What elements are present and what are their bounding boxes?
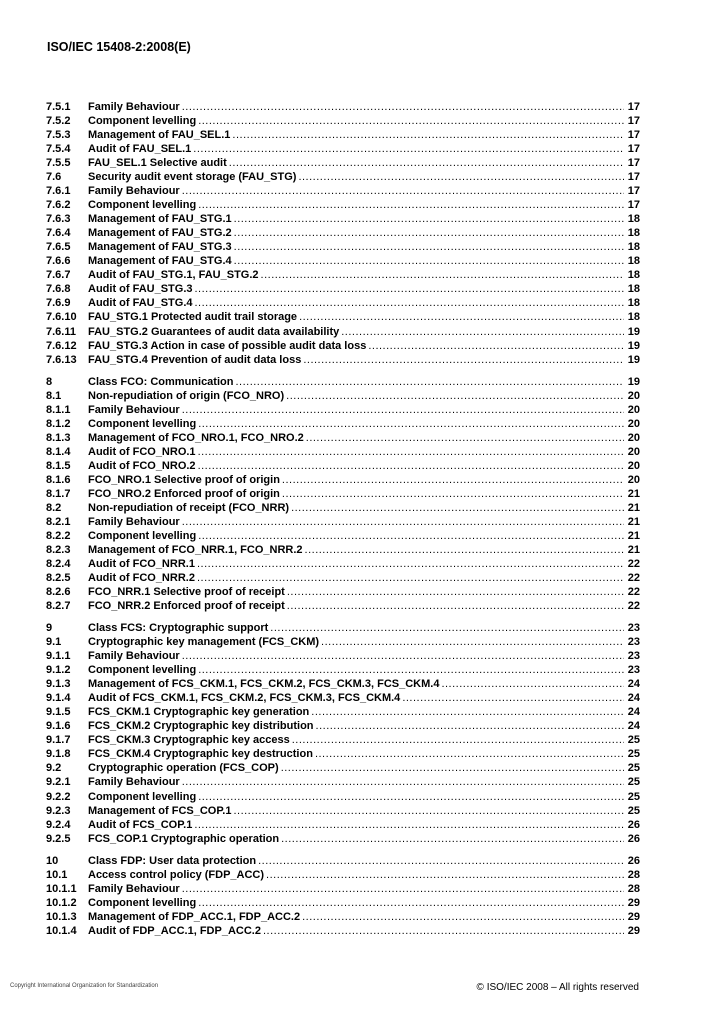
toc-entry-title: Management of FAU_STG.3 bbox=[88, 241, 232, 254]
toc-entry-number: 9.1.1 bbox=[46, 650, 71, 663]
toc-entry-number: 7.6.2 bbox=[46, 199, 71, 212]
toc-entry-page-number: 26 bbox=[627, 818, 640, 831]
toc-entry-title: Component levelling bbox=[88, 115, 197, 128]
toc-entry[interactable] bbox=[46, 585, 640, 599]
toc-entry-page-number: 22 bbox=[627, 558, 640, 570]
toc-entry[interactable] bbox=[46, 571, 640, 585]
toc-entry-page-number: 23 bbox=[627, 650, 640, 663]
toc-entry[interactable] bbox=[46, 818, 640, 832]
dot-leader bbox=[232, 128, 624, 142]
toc-entry-page-number: 17 bbox=[627, 143, 640, 156]
dot-leader bbox=[298, 170, 624, 184]
toc-entry-page-number: 25 bbox=[627, 790, 640, 803]
toc-entry-title: Management of FAU_STG.2 bbox=[88, 227, 232, 240]
toc-entry[interactable] bbox=[46, 339, 640, 353]
toc-entry-number: 7.6.3 bbox=[46, 213, 71, 226]
toc-entry-page-number: 20 bbox=[627, 445, 640, 458]
dot-leader bbox=[270, 621, 624, 635]
toc-entry-page-number: 24 bbox=[627, 692, 640, 705]
toc-entry-page-number: 21 bbox=[627, 487, 640, 500]
toc-entry-page-number: 20 bbox=[627, 431, 640, 444]
toc-entry-title: Cryptographic operation (FCS_COP) bbox=[88, 762, 279, 775]
toc-entry-number: 9.1.5 bbox=[46, 706, 71, 719]
toc-entry-title: Family Behaviour bbox=[88, 650, 180, 663]
toc-entry-number: 10.1.2 bbox=[46, 896, 77, 909]
toc-entry-title: Management of FDP_ACC.1, FDP_ACC.2 bbox=[88, 910, 301, 923]
toc-entry[interactable] bbox=[46, 649, 640, 663]
toc-entry-page-number: 19 bbox=[627, 339, 640, 352]
toc-entry-page-number: 24 bbox=[627, 706, 640, 719]
document-header: ISO/IEC 15408-2:2008(E) bbox=[47, 40, 191, 54]
dot-leader bbox=[299, 310, 624, 324]
dot-leader bbox=[292, 733, 624, 747]
toc-entry-title: Component levelling bbox=[88, 896, 197, 909]
toc-entry-number: 7.5.4 bbox=[46, 143, 71, 156]
toc-entry[interactable] bbox=[46, 268, 640, 282]
toc-entry-page-number: 21 bbox=[627, 515, 640, 528]
toc-entry[interactable] bbox=[46, 501, 640, 515]
toc-entry-number: 7.6.1 bbox=[46, 185, 71, 198]
toc-entry-number: 9.2 bbox=[46, 762, 62, 775]
toc-entry-number: 8.1.6 bbox=[46, 473, 71, 486]
toc-entry-number: 8.2 bbox=[46, 501, 62, 514]
toc-entry-title: Family Behaviour bbox=[88, 882, 180, 895]
dot-leader bbox=[316, 719, 624, 733]
toc-entry-title: Component levelling bbox=[88, 417, 197, 430]
dot-leader bbox=[311, 705, 624, 719]
toc-entry-number: 9.2.5 bbox=[46, 832, 71, 845]
toc-entry-page-number: 18 bbox=[627, 241, 640, 254]
toc-entry[interactable] bbox=[46, 924, 640, 938]
dot-leader bbox=[234, 212, 624, 226]
toc-entry-number: 8.2.5 bbox=[46, 572, 71, 585]
toc-entry-title: FAU_STG.3 Action in case of possible audit data loss bbox=[88, 339, 367, 352]
dot-leader bbox=[263, 924, 624, 938]
toc-entry-title: Family Behaviour bbox=[88, 403, 180, 416]
toc-entry-title: FCO_NRO.2 Enforced proof of origin bbox=[88, 487, 280, 500]
toc-entry[interactable] bbox=[46, 156, 640, 170]
dot-leader bbox=[321, 635, 624, 649]
toc-section bbox=[46, 100, 640, 367]
dot-leader bbox=[198, 663, 624, 677]
toc-entry[interactable] bbox=[46, 226, 640, 240]
toc-entry-title: Audit of FAU_SEL.1 bbox=[88, 143, 192, 156]
toc-entry-number: 9.1 bbox=[46, 636, 62, 649]
dot-leader bbox=[287, 585, 624, 599]
toc-entry-title: FCS_CKM.3 Cryptographic key access bbox=[88, 734, 290, 747]
toc-entry-title: Audit of FCS_COP.1 bbox=[88, 818, 193, 831]
toc-entry-title: FCS_CKM.2 Cryptographic key distribution bbox=[88, 720, 314, 733]
toc-entry[interactable] bbox=[46, 733, 640, 747]
toc-entry[interactable] bbox=[46, 854, 640, 868]
rights-reserved-notice: © ISO/IEC 2008 – All rights reserved bbox=[476, 982, 639, 993]
toc-entry-number: 8.2.1 bbox=[46, 515, 71, 528]
toc-entry-page-number: 17 bbox=[627, 115, 640, 128]
toc-entry[interactable] bbox=[46, 868, 640, 882]
toc-entry-title: FCO_NRR.2 Enforced proof of receipt bbox=[88, 600, 285, 613]
toc-entry-number: 9.1.3 bbox=[46, 678, 71, 691]
toc-entry-page-number: 29 bbox=[627, 910, 640, 923]
toc-entry[interactable] bbox=[46, 212, 640, 226]
toc-entry-page-number: 21 bbox=[627, 543, 640, 556]
toc-section bbox=[46, 621, 640, 846]
toc-entry-title: Audit of FAU_STG.4 bbox=[88, 297, 193, 310]
toc-entry-number: 10 bbox=[46, 854, 59, 867]
dot-leader bbox=[261, 268, 624, 282]
toc-entry-number: 7.5.3 bbox=[46, 129, 71, 142]
toc-entry-page-number: 28 bbox=[627, 868, 640, 881]
toc-entry[interactable] bbox=[46, 543, 640, 557]
toc-entry-number: 9 bbox=[46, 622, 53, 635]
toc-entry-page-number: 25 bbox=[627, 734, 640, 747]
toc-entry[interactable] bbox=[46, 529, 640, 543]
toc-entry-number: 10.1.1 bbox=[46, 882, 77, 895]
toc-section bbox=[46, 375, 640, 614]
toc-entry-page-number: 25 bbox=[627, 776, 640, 789]
dot-leader bbox=[281, 761, 624, 775]
toc-entry-title: FAU_SEL.1 Selective audit bbox=[88, 157, 227, 170]
toc-entry-page-number: 17 bbox=[627, 199, 640, 212]
dot-leader bbox=[198, 198, 624, 212]
toc-entry-title: Component levelling bbox=[88, 790, 197, 803]
toc-entry[interactable] bbox=[46, 184, 640, 198]
toc-entry-number: 10.1.3 bbox=[46, 910, 77, 923]
toc-entry-title: Component levelling bbox=[88, 664, 197, 677]
toc-entry-page-number: 18 bbox=[627, 269, 640, 282]
dot-leader bbox=[195, 282, 625, 296]
table-of-contents bbox=[46, 100, 640, 946]
toc-entry-title: FCS_COP.1 Cryptographic operation bbox=[88, 832, 280, 845]
dot-leader bbox=[193, 142, 624, 156]
toc-entry[interactable] bbox=[46, 747, 640, 761]
dot-leader bbox=[282, 473, 624, 487]
toc-entry-title: FCS_CKM.4 Cryptographic key destruction bbox=[88, 748, 313, 761]
toc-entry[interactable] bbox=[46, 389, 640, 403]
dot-leader bbox=[198, 529, 624, 543]
dot-leader bbox=[197, 571, 624, 585]
toc-entry-title: Class FCO: Communication bbox=[88, 375, 234, 388]
toc-entry[interactable] bbox=[46, 403, 640, 417]
toc-entry-number: 9.1.2 bbox=[46, 664, 71, 677]
toc-entry[interactable] bbox=[46, 775, 640, 789]
toc-entry-title: Family Behaviour bbox=[88, 185, 180, 198]
toc-entry-page-number: 17 bbox=[627, 185, 640, 198]
dot-leader bbox=[229, 156, 624, 170]
toc-entry[interactable] bbox=[46, 431, 640, 445]
toc-entry-page-number: 19 bbox=[627, 325, 640, 338]
toc-entry[interactable] bbox=[46, 459, 640, 473]
toc-entry-number: 7.5.1 bbox=[46, 101, 71, 113]
toc-entry-page-number: 17 bbox=[627, 129, 640, 142]
toc-entry-page-number: 19 bbox=[627, 375, 640, 388]
toc-entry-page-number: 22 bbox=[627, 600, 640, 613]
dot-leader bbox=[305, 543, 624, 557]
dot-leader bbox=[234, 254, 624, 268]
toc-entry-number: 8.2.4 bbox=[46, 558, 71, 570]
toc-entry-number: 8.2.3 bbox=[46, 543, 71, 556]
toc-entry[interactable] bbox=[46, 677, 640, 691]
toc-entry-page-number: 25 bbox=[627, 804, 640, 817]
toc-entry-number: 7.6.9 bbox=[46, 297, 71, 310]
copyright-notice: Copyright International Organization for Standardization bbox=[10, 983, 159, 989]
toc-entry-number: 9.2.2 bbox=[46, 790, 71, 803]
dot-leader bbox=[198, 114, 624, 128]
toc-entry[interactable] bbox=[46, 663, 640, 677]
toc-entry-page-number: 18 bbox=[627, 213, 640, 226]
toc-entry-page-number: 17 bbox=[627, 157, 640, 170]
toc-entry[interactable] bbox=[46, 804, 640, 818]
dot-leader bbox=[182, 184, 624, 198]
toc-entry-number: 8.1.3 bbox=[46, 431, 71, 444]
toc-entry-page-number: 17 bbox=[627, 101, 640, 113]
toc-entry-number: 7.6.7 bbox=[46, 269, 71, 282]
toc-entry[interactable] bbox=[46, 691, 640, 705]
toc-entry-title: Management of FAU_STG.4 bbox=[88, 255, 232, 268]
toc-entry[interactable] bbox=[46, 557, 640, 571]
toc-entry-title: Family Behaviour bbox=[88, 776, 180, 789]
dot-leader bbox=[198, 417, 624, 431]
toc-entry-page-number: 18 bbox=[627, 297, 640, 310]
toc-entry[interactable] bbox=[46, 296, 640, 310]
toc-entry[interactable] bbox=[46, 375, 640, 389]
dot-leader bbox=[194, 818, 624, 832]
dot-leader bbox=[368, 339, 624, 353]
toc-entry-title: Audit of FCO_NRR.1 bbox=[88, 558, 195, 570]
toc-entry[interactable] bbox=[46, 896, 640, 910]
toc-entry-page-number: 20 bbox=[627, 459, 640, 472]
toc-entry-number: 7.6.13 bbox=[46, 353, 77, 366]
dot-leader bbox=[291, 501, 624, 515]
toc-entry-number: 9.2.3 bbox=[46, 804, 71, 817]
toc-entry-number: 7.6.12 bbox=[46, 339, 77, 352]
dot-leader bbox=[182, 403, 624, 417]
toc-entry-number: 8.1 bbox=[46, 389, 62, 402]
toc-entry[interactable] bbox=[46, 128, 640, 142]
toc-entry-page-number: 18 bbox=[627, 311, 640, 324]
toc-entry-title: Family Behaviour bbox=[88, 515, 180, 528]
toc-entry-title: Audit of FAU_STG.3 bbox=[88, 283, 193, 296]
dot-leader bbox=[282, 487, 624, 501]
dot-leader bbox=[286, 389, 624, 403]
toc-entry-title: Security audit event storage (FAU_STG) bbox=[88, 171, 297, 184]
dot-leader bbox=[266, 868, 624, 882]
toc-entry-number: 7.6.10 bbox=[46, 311, 77, 324]
toc-entry[interactable] bbox=[46, 198, 640, 212]
toc-entry[interactable] bbox=[46, 621, 640, 635]
toc-entry-page-number: 21 bbox=[627, 529, 640, 542]
toc-entry-title: FCS_CKM.1 Cryptographic key generation bbox=[88, 706, 310, 719]
toc-entry-number: 9.1.4 bbox=[46, 692, 71, 705]
toc-entry-title: Non-repudiation of origin (FCO_NRO) bbox=[88, 389, 285, 402]
toc-entry-title: Management of FAU_STG.1 bbox=[88, 213, 232, 226]
toc-entry-page-number: 18 bbox=[627, 255, 640, 268]
toc-entry-page-number: 23 bbox=[627, 622, 640, 635]
toc-entry-title: Cryptographic key management (FCS_CKM) bbox=[88, 636, 320, 649]
toc-entry-page-number: 24 bbox=[627, 678, 640, 691]
dot-leader bbox=[182, 515, 624, 529]
toc-entry[interactable] bbox=[46, 310, 640, 324]
toc-entry-number: 7.6.4 bbox=[46, 227, 71, 240]
toc-entry-page-number: 23 bbox=[627, 636, 640, 649]
toc-entry-page-number: 24 bbox=[627, 720, 640, 733]
dot-leader bbox=[233, 804, 624, 818]
toc-entry-number: 8.1.5 bbox=[46, 459, 71, 472]
toc-entry-title: Class FCS: Cryptographic support bbox=[88, 622, 269, 635]
toc-entry-page-number: 22 bbox=[627, 572, 640, 585]
dot-leader bbox=[198, 445, 624, 459]
toc-entry-title: Management of FAU_SEL.1 bbox=[88, 129, 231, 142]
dot-leader bbox=[287, 599, 624, 613]
toc-entry[interactable] bbox=[46, 100, 640, 114]
dot-leader bbox=[234, 240, 624, 254]
toc-entry[interactable] bbox=[46, 487, 640, 501]
toc-entry-page-number: 20 bbox=[627, 417, 640, 430]
toc-entry[interactable] bbox=[46, 832, 640, 846]
dot-leader bbox=[197, 557, 624, 571]
toc-entry[interactable] bbox=[46, 282, 640, 296]
toc-entry[interactable] bbox=[46, 790, 640, 804]
toc-entry[interactable] bbox=[46, 705, 640, 719]
dot-leader bbox=[302, 910, 624, 924]
toc-entry[interactable] bbox=[46, 114, 640, 128]
toc-entry-title: Audit of FCO_NRO.2 bbox=[88, 459, 196, 472]
toc-entry-page-number: 20 bbox=[627, 403, 640, 416]
toc-entry-title: Audit of FCO_NRO.1 bbox=[88, 445, 196, 458]
toc-entry[interactable] bbox=[46, 240, 640, 254]
toc-entry-page-number: 25 bbox=[627, 748, 640, 761]
toc-entry[interactable] bbox=[46, 719, 640, 733]
toc-entry-number: 7.5.2 bbox=[46, 115, 71, 128]
toc-entry-number: 8.1.1 bbox=[46, 403, 71, 416]
toc-entry-number: 10.1.4 bbox=[46, 924, 77, 937]
toc-entry[interactable] bbox=[46, 599, 640, 613]
toc-entry-number: 8.2.7 bbox=[46, 600, 71, 613]
toc-entry-number: 7.6.11 bbox=[46, 325, 76, 338]
toc-entry[interactable] bbox=[46, 254, 640, 268]
toc-entry[interactable] bbox=[46, 142, 640, 156]
toc-entry-page-number: 20 bbox=[627, 389, 640, 402]
toc-entry-page-number: 28 bbox=[627, 882, 640, 895]
toc-entry-number: 9.1.6 bbox=[46, 720, 71, 733]
toc-entry-number: 10.1 bbox=[46, 868, 68, 881]
toc-entry-title: FAU_STG.4 Prevention of audit data loss bbox=[88, 353, 302, 366]
toc-entry[interactable] bbox=[46, 910, 640, 924]
toc-entry-title: Component levelling bbox=[88, 199, 197, 212]
toc-entry-page-number: 26 bbox=[627, 854, 640, 867]
toc-entry-number: 8.2.2 bbox=[46, 529, 71, 542]
dot-leader bbox=[182, 775, 624, 789]
toc-entry-page-number: 21 bbox=[627, 501, 640, 514]
toc-section bbox=[46, 854, 640, 938]
toc-entry-page-number: 18 bbox=[627, 283, 640, 296]
toc-entry-number: 8.1.4 bbox=[46, 445, 71, 458]
toc-entry-title: Management of FCS_COP.1 bbox=[88, 804, 232, 817]
toc-entry-title: Audit of FCO_NRR.2 bbox=[88, 572, 195, 585]
toc-entry-title: Access control policy (FDP_ACC) bbox=[88, 868, 265, 881]
dot-leader bbox=[306, 431, 624, 445]
toc-entry[interactable] bbox=[46, 882, 640, 896]
toc-entry-number: 8.2.6 bbox=[46, 586, 71, 599]
toc-entry-page-number: 17 bbox=[627, 171, 640, 184]
toc-entry-title: Component levelling bbox=[88, 529, 197, 542]
dot-leader bbox=[281, 832, 624, 846]
toc-entry-title: FAU_STG.1 Protected audit trail storage bbox=[88, 311, 298, 324]
toc-entry[interactable] bbox=[46, 170, 640, 184]
dot-leader bbox=[198, 459, 624, 473]
dot-leader bbox=[182, 882, 624, 896]
toc-entry-page-number: 29 bbox=[627, 924, 640, 937]
toc-entry-number: 9.1.8 bbox=[46, 748, 71, 761]
dot-leader bbox=[198, 790, 624, 804]
dot-leader bbox=[315, 747, 624, 761]
toc-entry-page-number: 20 bbox=[627, 473, 640, 486]
toc-entry-page-number: 22 bbox=[627, 586, 640, 599]
toc-entry-page-number: 19 bbox=[627, 353, 640, 366]
toc-entry-number: 7.6 bbox=[46, 171, 62, 184]
toc-entry-title: Management of FCO_NRR.1, FCO_NRR.2 bbox=[88, 543, 303, 556]
dot-leader bbox=[234, 226, 624, 240]
toc-entry-number: 7.6.8 bbox=[46, 283, 71, 296]
toc-entry-title: FAU_STG.2 Guarantees of audit data availability bbox=[88, 325, 340, 338]
toc-entry-page-number: 18 bbox=[627, 227, 640, 240]
dot-leader bbox=[195, 296, 625, 310]
dot-leader bbox=[198, 896, 624, 910]
toc-entry-title: Audit of FAU_STG.1, FAU_STG.2 bbox=[88, 269, 259, 282]
toc-entry-page-number: 25 bbox=[627, 762, 640, 775]
toc-entry-number: 9.1.7 bbox=[46, 734, 71, 747]
toc-entry-title: FCO_NRO.1 Selective proof of origin bbox=[88, 473, 280, 486]
dot-leader bbox=[441, 677, 624, 691]
toc-entry[interactable] bbox=[46, 635, 640, 649]
toc-entry-title: Audit of FDP_ACC.1, FDP_ACC.2 bbox=[88, 924, 261, 937]
toc-entry-number: 7.6.5 bbox=[46, 241, 71, 254]
dot-leader bbox=[341, 325, 624, 339]
dot-leader bbox=[303, 353, 624, 367]
toc-entry-page-number: 26 bbox=[627, 832, 640, 845]
toc-entry-number: 8.1.7 bbox=[46, 487, 71, 500]
toc-entry-number: 7.6.6 bbox=[46, 255, 71, 268]
toc-entry-number: 8.1.2 bbox=[46, 417, 71, 430]
dot-leader bbox=[258, 854, 624, 868]
dot-leader bbox=[402, 691, 624, 705]
toc-entry[interactable] bbox=[46, 761, 640, 775]
toc-entry[interactable] bbox=[46, 417, 640, 431]
toc-entry-title: Class FDP: User data protection bbox=[88, 854, 257, 867]
toc-entry-title: Non-repudiation of receipt (FCO_NRR) bbox=[88, 501, 290, 514]
toc-entry-title: Family Behaviour bbox=[88, 101, 180, 113]
dot-leader bbox=[182, 649, 624, 663]
dot-leader bbox=[182, 100, 624, 114]
toc-entry-number: 9.2.1 bbox=[46, 776, 71, 789]
toc-entry[interactable] bbox=[46, 445, 640, 459]
toc-entry[interactable] bbox=[46, 473, 640, 487]
toc-entry[interactable] bbox=[46, 325, 640, 339]
toc-entry-title: Management of FCS_CKM.1, FCS_CKM.2, FCS_CKM.3, FCS_CKM.4 bbox=[88, 678, 440, 691]
toc-entry-title: Management of FCO_NRO.1, FCO_NRO.2 bbox=[88, 431, 304, 444]
toc-entry-number: 7.5.5 bbox=[46, 157, 71, 170]
toc-entry-page-number: 23 bbox=[627, 664, 640, 677]
toc-entry-page-number: 29 bbox=[627, 896, 640, 909]
toc-entry-number: 8 bbox=[46, 375, 53, 388]
toc-entry-title: FCO_NRR.1 Selective proof of receipt bbox=[88, 586, 285, 599]
dot-leader bbox=[235, 375, 624, 389]
toc-entry-number: 9.2.4 bbox=[46, 818, 71, 831]
toc-entry[interactable] bbox=[46, 353, 640, 367]
toc-entry[interactable] bbox=[46, 515, 640, 529]
toc-entry-title: Audit of FCS_CKM.1, FCS_CKM.2, FCS_CKM.3, FCS_CKM.4 bbox=[88, 692, 401, 705]
